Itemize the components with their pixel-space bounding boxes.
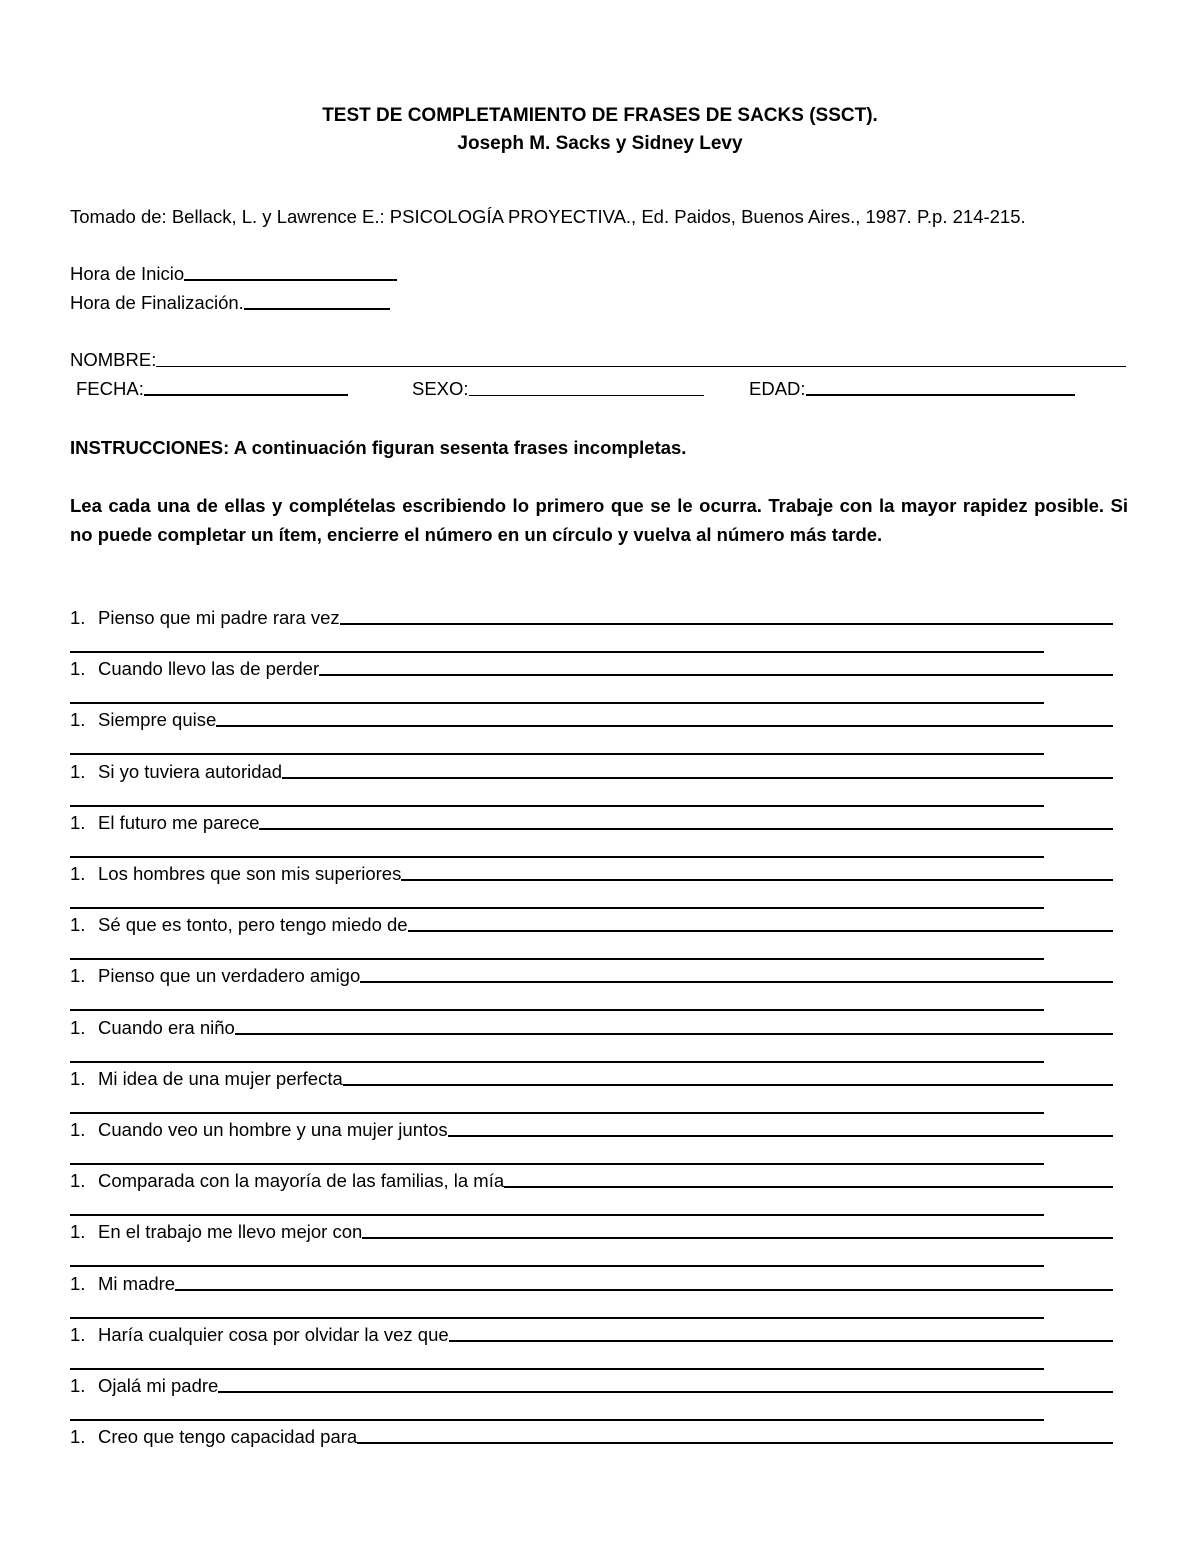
answer-line-continuation[interactable] bbox=[70, 1368, 1044, 1370]
sentence-item[interactable] bbox=[70, 709, 1113, 731]
answer-line[interactable] bbox=[235, 1032, 1113, 1035]
sentence-item[interactable] bbox=[70, 965, 1113, 987]
sentence-item[interactable] bbox=[70, 1068, 1113, 1090]
sentence-item[interactable] bbox=[70, 607, 1113, 629]
end-time-line bbox=[244, 307, 390, 310]
start-time-field[interactable] bbox=[70, 263, 397, 285]
item-prompt: Haría cualquier cosa por olvidar la vez que bbox=[98, 1323, 449, 1345]
item-prompt: Cuando llevo las de perder bbox=[98, 658, 320, 680]
answer-line-continuation[interactable] bbox=[70, 1317, 1044, 1319]
item-number: 1. bbox=[70, 863, 86, 884]
sentence-item[interactable] bbox=[70, 863, 1113, 885]
name-line bbox=[156, 365, 1126, 367]
item-number: 1. bbox=[70, 1016, 86, 1038]
item-number: 1. bbox=[70, 1323, 86, 1345]
item-number: 1. bbox=[70, 811, 86, 833]
answer-line[interactable] bbox=[449, 1339, 1113, 1342]
item-number: 1. bbox=[70, 914, 86, 936]
item-number: 1. bbox=[70, 1375, 86, 1396]
sentence-item[interactable] bbox=[70, 1170, 1113, 1192]
answer-line[interactable] bbox=[319, 673, 1113, 676]
source-citation: Tomado de: Bellack, L. y Lawrence E.: PSICOLOGÍA PROYECTIVA., Ed. Paidos, Buenos Aires., 1987. P.p. 214-215. bbox=[70, 206, 1026, 227]
item-prompt: Si yo tuviera autoridad bbox=[98, 760, 283, 782]
item-number: 1. bbox=[70, 607, 86, 628]
item-number: 1. bbox=[70, 709, 86, 731]
sex-label: SEXO: bbox=[412, 378, 469, 399]
answer-line[interactable] bbox=[357, 1441, 1113, 1444]
end-time-field[interactable] bbox=[70, 292, 390, 314]
item-prompt: Mi madre bbox=[98, 1272, 176, 1294]
date-field[interactable] bbox=[76, 378, 348, 400]
name-field[interactable] bbox=[70, 349, 1126, 371]
answer-line[interactable] bbox=[504, 1185, 1113, 1188]
sentence-item[interactable] bbox=[70, 1221, 1113, 1243]
answer-line-continuation[interactable] bbox=[70, 1009, 1044, 1011]
item-prompt: En el trabajo me llevo mejor con bbox=[98, 1221, 363, 1243]
sex-field[interactable] bbox=[412, 378, 704, 400]
item-prompt: Comparada con la mayoría de las familias, la mía bbox=[98, 1170, 505, 1192]
sentence-item[interactable] bbox=[70, 914, 1113, 936]
item-number: 1. bbox=[70, 1272, 86, 1294]
answer-line[interactable] bbox=[282, 776, 1113, 779]
start-time-label: Hora de Inicio bbox=[70, 263, 185, 284]
age-line bbox=[806, 393, 1075, 396]
sentence-item[interactable] bbox=[70, 1375, 1113, 1397]
item-prompt: Creo que tengo capacidad para bbox=[98, 1426, 358, 1448]
answer-line-continuation[interactable] bbox=[70, 702, 1044, 704]
instructions-heading: INSTRUCCIONES: A continuación figuran sesenta frases incompletas. bbox=[70, 437, 687, 458]
item-prompt: Mi idea de una mujer perfecta bbox=[98, 1067, 343, 1089]
answer-line[interactable] bbox=[343, 1083, 1113, 1086]
sentence-item[interactable] bbox=[70, 1426, 1113, 1448]
item-number: 1. bbox=[70, 1426, 86, 1448]
answer-line-continuation[interactable] bbox=[70, 856, 1044, 858]
answer-line-continuation[interactable] bbox=[70, 958, 1044, 960]
answer-line-continuation[interactable] bbox=[70, 1163, 1044, 1165]
item-number: 1. bbox=[70, 1119, 86, 1140]
item-prompt: Pienso que un verdadero amigo bbox=[98, 965, 361, 987]
document-authors: Joseph M. Sacks y Sidney Levy bbox=[457, 133, 743, 154]
item-prompt: Pienso que mi padre rara vez bbox=[98, 607, 340, 628]
answer-line[interactable] bbox=[259, 827, 1113, 830]
start-time-line bbox=[184, 278, 397, 281]
age-field[interactable] bbox=[749, 378, 1075, 400]
item-number: 1. bbox=[70, 760, 86, 782]
answer-line[interactable] bbox=[175, 1288, 1113, 1291]
item-number: 1. bbox=[70, 1221, 86, 1243]
sentence-item[interactable] bbox=[70, 761, 1113, 783]
answer-line-continuation[interactable] bbox=[70, 1419, 1044, 1421]
answer-line-continuation[interactable] bbox=[70, 1061, 1044, 1063]
answer-line[interactable] bbox=[362, 1236, 1113, 1239]
end-time-label: Hora de Finalización. bbox=[70, 292, 244, 313]
answer-line[interactable] bbox=[216, 724, 1113, 727]
item-number: 1. bbox=[70, 965, 86, 987]
item-prompt: Sé que es tonto, pero tengo miedo de bbox=[98, 914, 408, 936]
document-title: TEST DE COMPLETAMIENTO DE FRASES DE SACKS (SSCT). bbox=[322, 105, 878, 126]
answer-line-continuation[interactable] bbox=[70, 805, 1044, 807]
answer-line[interactable] bbox=[401, 878, 1113, 881]
item-prompt: Cuando era niño bbox=[98, 1016, 235, 1038]
sentence-item[interactable] bbox=[70, 1324, 1113, 1346]
answer-line[interactable] bbox=[360, 980, 1113, 983]
item-prompt: El futuro me parece bbox=[98, 811, 260, 833]
date-line bbox=[144, 393, 348, 396]
name-label: NOMBRE: bbox=[70, 349, 157, 370]
sex-line bbox=[469, 394, 704, 396]
item-number: 1. bbox=[70, 1067, 86, 1089]
answer-line-continuation[interactable] bbox=[70, 753, 1044, 755]
item-number: 1. bbox=[70, 1170, 86, 1192]
answer-line[interactable] bbox=[340, 622, 1113, 625]
sentence-item[interactable] bbox=[70, 812, 1113, 834]
sentence-item[interactable] bbox=[70, 1273, 1113, 1295]
item-prompt: Cuando veo un hombre y una mujer juntos bbox=[98, 1119, 448, 1140]
answer-line-continuation[interactable] bbox=[70, 1265, 1044, 1267]
date-label: FECHA: bbox=[76, 378, 144, 399]
answer-line[interactable] bbox=[448, 1134, 1113, 1137]
answer-line[interactable] bbox=[408, 929, 1113, 932]
item-number: 1. bbox=[70, 658, 86, 680]
item-prompt: Siempre quise bbox=[98, 709, 217, 731]
answer-line-continuation[interactable] bbox=[70, 907, 1044, 909]
answer-line-continuation[interactable] bbox=[70, 651, 1044, 653]
sentence-item[interactable] bbox=[70, 658, 1113, 680]
answer-line-continuation[interactable] bbox=[70, 1112, 1044, 1114]
sentence-item[interactable] bbox=[70, 1017, 1113, 1039]
item-prompt: Ojalá mi padre bbox=[98, 1375, 219, 1396]
instructions-body: Lea cada una de ellas y complételas escribiendo lo primero que se le ocurra. Trabaje con la mayor rapidez posible. Si no puede completar un ítem, encierre el número en un círculo y vuelva al número más tarde. bbox=[70, 495, 1128, 545]
sentence-item[interactable] bbox=[70, 1119, 1113, 1141]
answer-line[interactable] bbox=[218, 1390, 1113, 1393]
answer-line-continuation[interactable] bbox=[70, 1214, 1044, 1216]
age-label: EDAD: bbox=[749, 378, 806, 399]
item-prompt: Los hombres que son mis superiores bbox=[98, 863, 402, 884]
